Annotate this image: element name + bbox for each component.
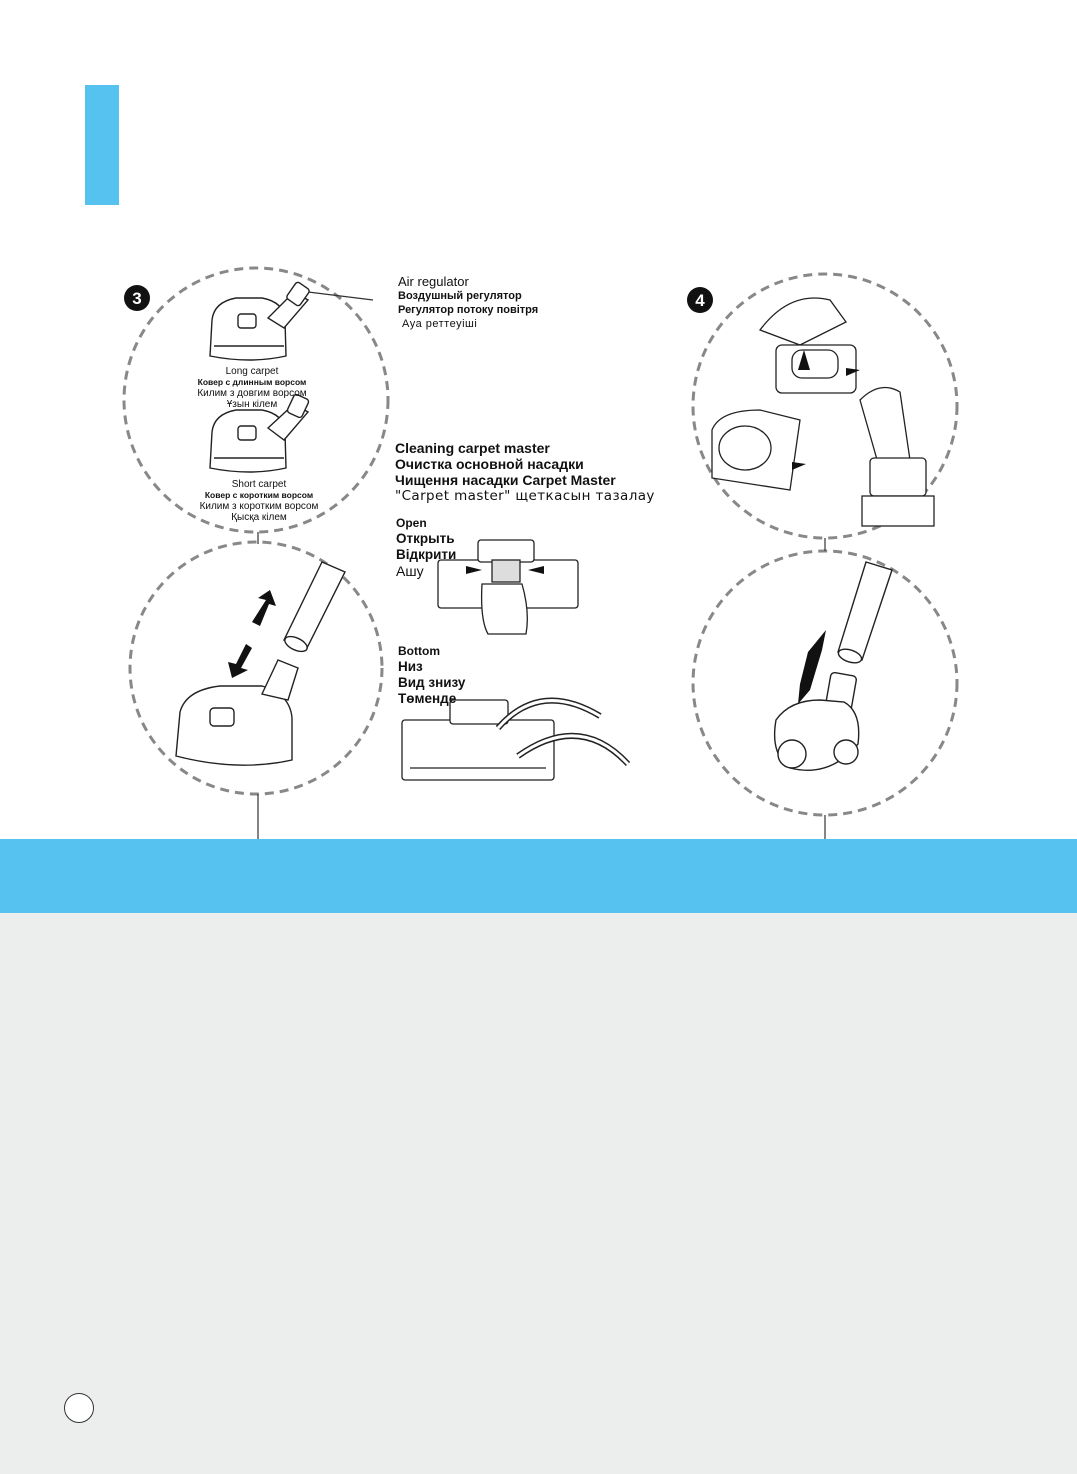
bottom-en: Bottom xyxy=(398,644,440,658)
step3-number: 3 xyxy=(132,289,142,308)
short-carpet-label xyxy=(194,479,324,523)
nozzle-bottom-view xyxy=(402,700,628,780)
step4-number: 4 xyxy=(695,291,705,310)
long-carpet-label xyxy=(194,366,310,410)
long-carpet-kk: Ұзын кілем xyxy=(226,399,278,410)
long-carpet-ru: Ковер с длинным ворсом xyxy=(197,377,307,387)
tube-connect-illustration xyxy=(176,562,345,765)
bottom-label xyxy=(398,643,465,707)
brush-roller-removal xyxy=(712,298,934,526)
short-carpet-uk: Килим з коротким ворсом xyxy=(199,501,319,512)
cleaning-kk: "Carpet master" щеткасын тазалау xyxy=(395,488,655,504)
cleaning-en: Cleaning carpet master xyxy=(395,440,550,456)
arrows-up-down-left xyxy=(228,590,276,678)
open-uk: Відкрити xyxy=(396,547,457,562)
open-kk: Ашу xyxy=(396,563,424,579)
air-regulator-kk: Ауа реттеуіші xyxy=(402,318,478,330)
tube-compact-nozzle xyxy=(775,562,892,770)
open-label xyxy=(396,515,456,579)
open-en: Open xyxy=(396,516,427,530)
section-header-band xyxy=(0,839,1077,913)
step4-badge xyxy=(687,287,713,313)
cleaning-heading xyxy=(395,440,655,504)
long-carpet-uk: Килим з довгим ворсом xyxy=(197,388,307,399)
air-regulator-label xyxy=(398,275,538,331)
double-arrow xyxy=(798,630,826,704)
page-number-badge xyxy=(64,1393,94,1423)
nozzle-long-carpet xyxy=(210,281,310,360)
open-ru: Открыть xyxy=(396,531,455,546)
short-carpet-en: Short carpet xyxy=(231,479,287,490)
cleaning-ru: Очистка основной насадки xyxy=(395,456,584,472)
short-carpet-ru: Ковер с коротким ворсом xyxy=(204,490,314,500)
air-regulator-en: Air regulator xyxy=(398,274,469,289)
cleaning-uk: Чищення насадки Carpet Master xyxy=(395,472,616,488)
step3-badge xyxy=(124,285,150,311)
step4-circle-bottom xyxy=(693,551,957,815)
bottom-ru: Низ xyxy=(398,659,423,674)
air-regulator-ru: Воздушный регулятор xyxy=(398,290,522,302)
nozzle-open-view xyxy=(438,540,578,634)
content-panel xyxy=(0,913,1077,1474)
bottom-uk: Вид знизу xyxy=(398,675,466,690)
short-carpet-kk: Қысқа кілем xyxy=(231,512,287,523)
bottom-kk: Төменде xyxy=(398,691,457,706)
long-carpet-en: Long carpet xyxy=(225,366,279,377)
air-regulator-uk: Регулятор потоку повітря xyxy=(398,304,539,316)
